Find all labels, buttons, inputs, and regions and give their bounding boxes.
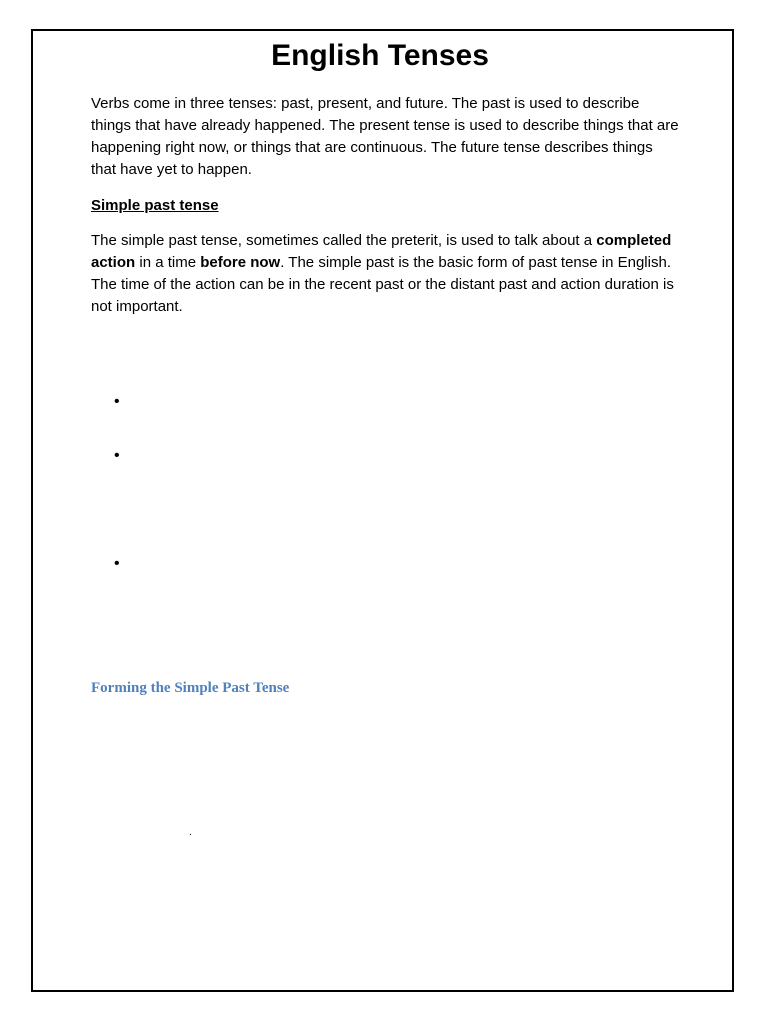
subheading-forming-simple-past: Forming the Simple Past Tense xyxy=(91,680,290,696)
paragraph-text: The simple past tense, sometimes called the preterit, is used to talk about a xyxy=(91,232,597,249)
paragraph-text: . The simple past is the basic form of past tense in English. The time of the action can be in the recent past or the distant past and action duration is not important. xyxy=(91,254,674,315)
bold-phrase-before-now: before now xyxy=(200,254,281,271)
simple-past-paragraph xyxy=(91,230,681,318)
bullet-marker: • xyxy=(114,447,120,464)
paragraph-text: in a time xyxy=(135,254,201,271)
bold-phrase-completed-action: completed action xyxy=(91,232,672,271)
intro-paragraph: Verbs come in three tenses: past, present, and future. The past is used to describe things that have already happened. The present tense is used to describe things that are happening right now, or things that are continuous. The future tense describes things that have yet to happen. xyxy=(91,95,679,178)
stray-dot: . xyxy=(189,827,192,838)
bullet-marker: • xyxy=(114,393,120,410)
section-heading-simple-past: Simple past tense xyxy=(91,197,219,214)
bullet-marker: • xyxy=(114,555,120,572)
document-title: English Tenses xyxy=(271,39,489,72)
